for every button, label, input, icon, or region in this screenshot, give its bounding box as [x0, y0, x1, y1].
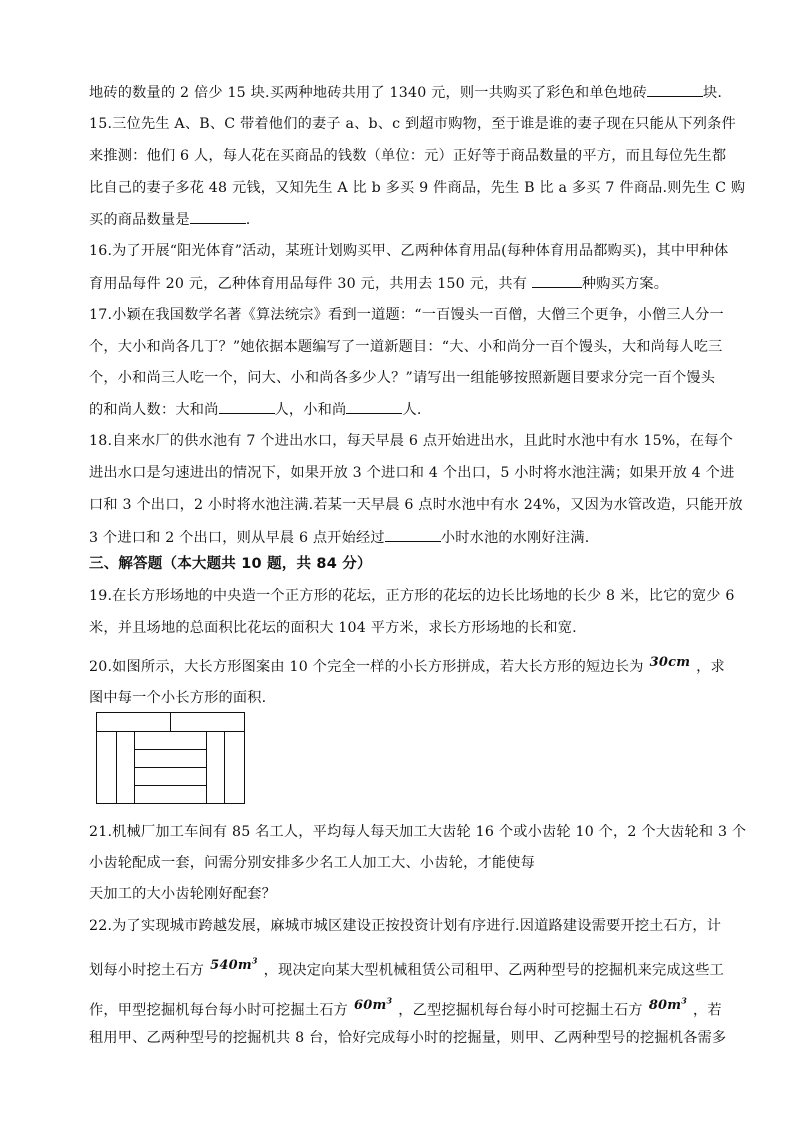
- q18-line1: 18.自来水厂的供水池有 7 个进出水口，每天早晨 6 点开始进出水，且此时水池中有水 15%，在每个: [89, 433, 734, 449]
- q22-line4: 租用甲、乙两种型号的挖掘机共 8 台，恰好完成每小时的挖掘量，则甲、乙两种型号的挖掘机各需多: [89, 1030, 727, 1046]
- q17-line3: 个，小和尚三人吃一个，问大、小和尚各多少人？”请写出一组能够按照新题目要求分完一百个馒头: [89, 370, 716, 386]
- q21-line3: 天加工的大小齿轮刚好配套？: [89, 886, 277, 902]
- q20-math-30cm: 30cm: [649, 655, 691, 670]
- q14-tail: 地砖的数量的 2 倍少 15 块.买两种地砖共用了 1340 元，则一共购买了彩色和单色地砖 块.: [89, 82, 719, 103]
- q22-line2: 划每小时挖土石方 $540m^3$，现决定向某大型机械租赁公司租甲、乙两种型号的挖掘机来完成这些工: [89, 956, 724, 979]
- q21-line2: 小齿轮配成一套，问需分别安排多少名工人加工大、小齿轮，才能使每: [89, 855, 536, 871]
- q17-line2: 个，大小和尚各几丁？”她依据本题编写了一道新题目：“大、小和尚分一百个馒头，大和尚每人吃三: [89, 339, 723, 355]
- q18-line4: 3 个进口和 2 个出口，则从早晨 6 点开始经过 小时水池的水刚好注满.: [89, 527, 719, 548]
- q22-line3: 作，甲型挖掘机每台每小时可挖掘土石方 $60m^3$，乙型挖掘机每台每小时可挖掘土石方 $80m^3$，若: [89, 996, 722, 1019]
- q20-line1: 20.如图所示，大长方形图案由 10 个完全一样的小长方形拼成，若大长方形的短边长为 30cm ，求: [89, 655, 725, 675]
- q17-answer-blank-2[interactable]: [346, 399, 402, 414]
- q14-text: 地砖的数量的 2 倍少 15 块.买两种地砖共用了 1340 元，则一共购买了彩色和单色地砖: [89, 85, 647, 101]
- q22-math-540: $540m^3$: [210, 956, 258, 974]
- q14-answer-blank[interactable]: [647, 82, 703, 97]
- q15-line4: 买的商品数量是 .: [89, 209, 719, 230]
- q17-answer-blank-1[interactable]: [219, 399, 275, 414]
- q22-math-60: $60m^3$: [353, 996, 393, 1014]
- q17-line1: 17.小颖在我国数学名著《算法统宗》看到一道题：“一百馒头一百僧，大僧三个更争，小僧三人分一: [89, 307, 724, 323]
- q18-line3: 口和 3 个出口，2 小时将水池注满.若某一天早晨 6 点时水池中有水 24%，又因为水管改造，只能开放: [89, 497, 743, 513]
- q15-answer-blank[interactable]: [190, 209, 246, 224]
- q15-line1: 15.三位先生 A、B、C 带着他们的妻子 a、b、c 到超市购物，至于谁是谁的妻子现在只能从下列条件: [89, 116, 736, 132]
- q18-answer-blank[interactable]: [385, 527, 441, 542]
- q16-answer-blank[interactable]: [532, 273, 582, 288]
- q22-line1: 22.为了实现城市跨越发展，麻城市城区建设正按投资计划有序进行.因道路建设需要开挖土石方，计: [89, 918, 722, 934]
- q16-line2: 育用品每件 20 元，乙种体育用品每件 30 元，共用去 150 元，共有 种购买方案。: [89, 273, 719, 294]
- q20-line2: 图中每一个小长方形的面积.: [89, 690, 267, 706]
- q15-line2: 来推测：他们 6 人，每人花在买商品的钱数（单位：元）正好等于商品数量的平方，而且每位先生都: [89, 148, 727, 164]
- q15-line3: 比自己的妻子多花 48 元钱，又知先生 A 比 b 多买 9 件商品，先生 B 比 a 多买 7 件商品.则先生 C 购: [89, 180, 746, 196]
- q16-line1: 16.为了开展“阳光体育”活动，某班计划购买甲、乙两种体育用品(每种体育用品都购买)，其中甲种体: [89, 243, 729, 259]
- q17-line4: 的和尚人数：大和尚 人，小和尚 人.: [89, 399, 719, 420]
- section-heading: 三、解答题（本大题共 10 题，共 84 分）: [89, 556, 372, 572]
- rectangle-figure: [96, 712, 246, 804]
- q19-line2: 米，并且场地的总面积比花坛的面积大 104 平方米，求长方形场地的长和宽.: [89, 620, 577, 636]
- q18-line2: 进出水口是匀速进出的情况下，如果开放 3 个进口和 4 个出口，5 小时将水池注满；如果开放 4 个进: [89, 465, 735, 481]
- q19-line1: 19.在长方形场地的中央造一个正方形的花坛，正方形的花坛的边长比场地的长少 8 米，比它的宽少 6: [89, 588, 735, 604]
- q22-math-80: $80m^3$: [648, 996, 688, 1014]
- q21-line1: 21.机械厂加工车间有 85 名工人，平均每人每天加工大齿轮 16 个或小齿轮 10 个，2 个大齿轮和 3 个: [89, 824, 747, 840]
